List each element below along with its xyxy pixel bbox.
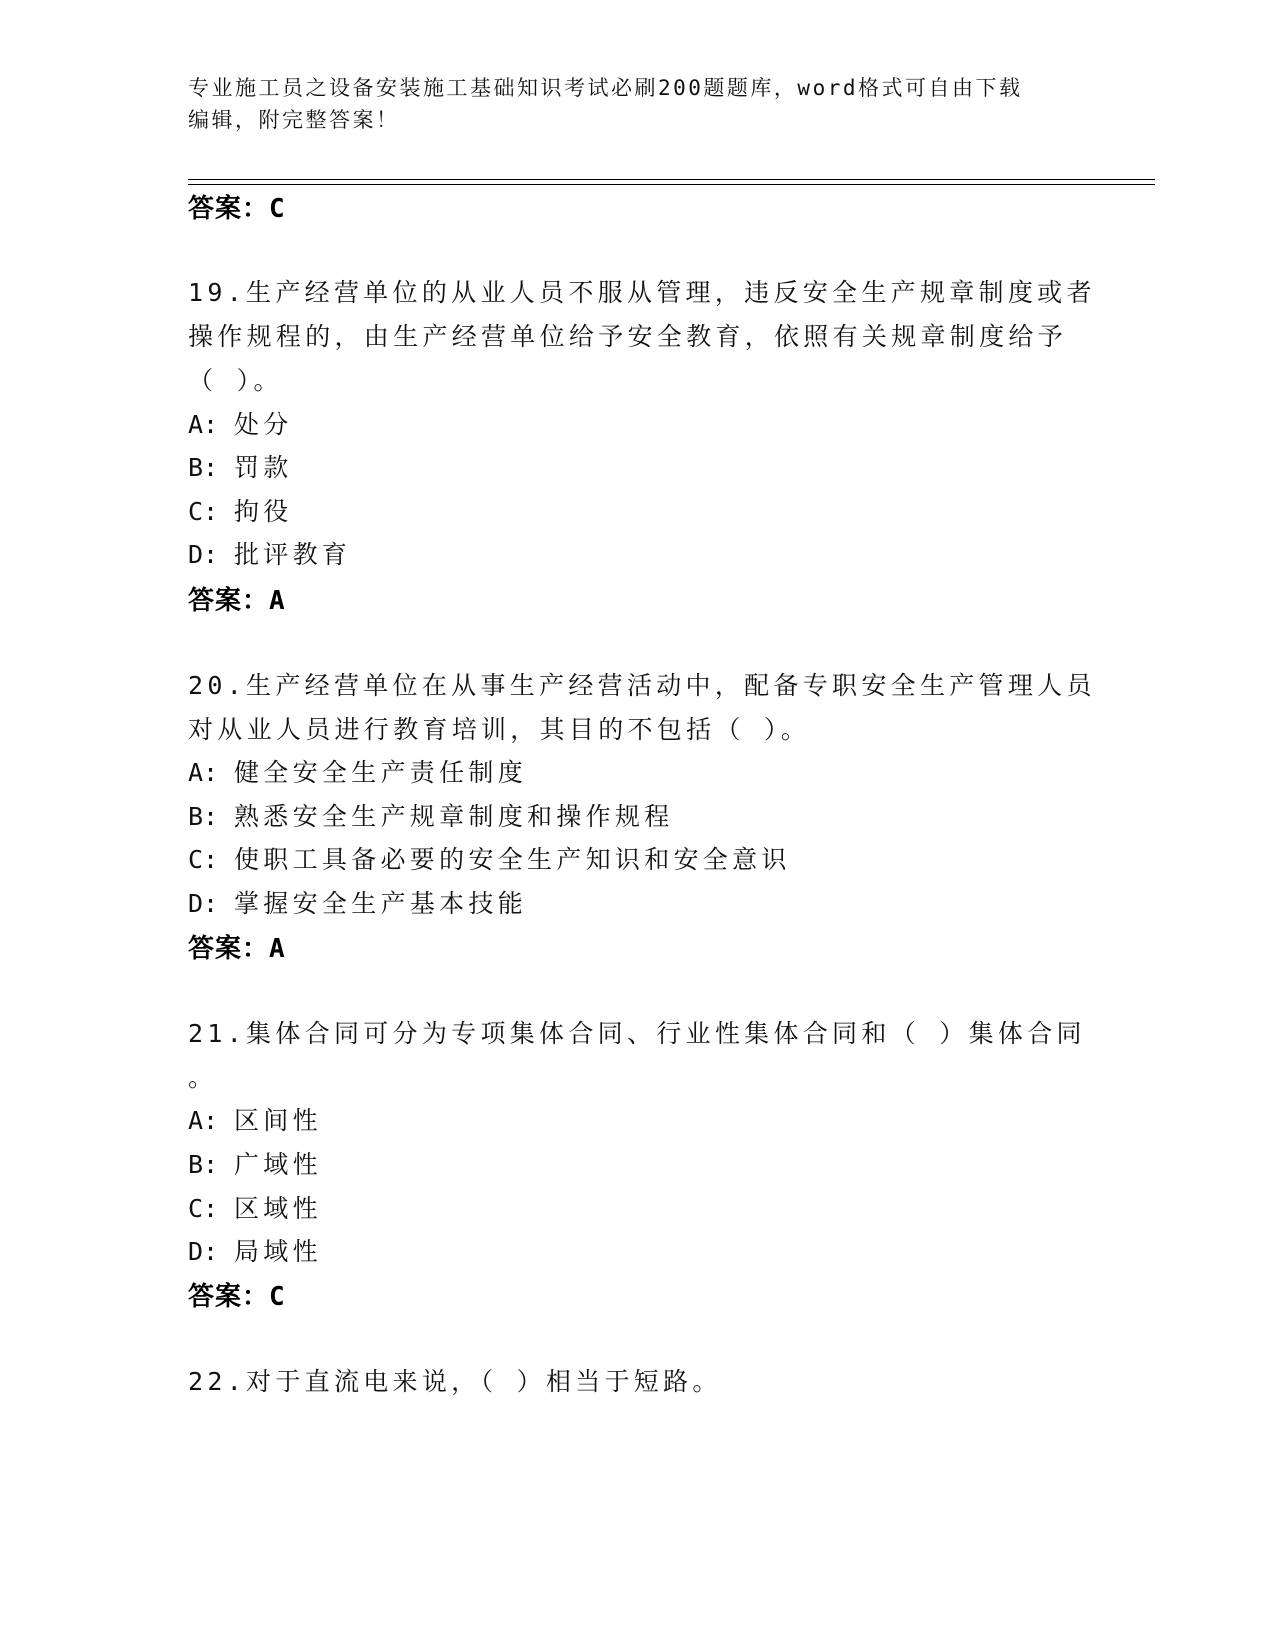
prev-answer: [188, 188, 286, 225]
option-letter: B:: [188, 802, 219, 831]
option-text: 健全安全生产责任制度: [234, 758, 528, 787]
option-letter: A:: [188, 410, 219, 439]
header-divider-top: [188, 179, 1155, 180]
answer-label: 答案：: [188, 1282, 270, 1312]
question-20-option-b: [188, 797, 674, 833]
answer-value: C: [269, 194, 286, 224]
option-text: 拘役: [234, 497, 293, 526]
option-text: 区间性: [234, 1106, 322, 1135]
option-letter: D:: [188, 1237, 219, 1266]
answer-value: A: [269, 934, 286, 964]
option-letter: B:: [188, 1150, 219, 1179]
question-19-option-a: [188, 405, 293, 441]
option-text: 局域性: [234, 1237, 322, 1266]
question-21-line-1: 21.集体合同可分为专项集体合同、行业性集体合同和（ ）集体合同: [188, 1019, 1086, 1048]
option-text: 掌握安全生产基本技能: [234, 889, 528, 918]
question-19-line-2: 操作规程的，由生产经营单位给予安全教育，依照有关规章制度给予: [188, 322, 1068, 351]
question-19-option-d: [188, 535, 351, 571]
option-letter: D:: [188, 889, 219, 918]
question-20-option-d: [188, 884, 527, 920]
question-19-option-b: [188, 448, 293, 484]
question-19-option-c: [188, 492, 293, 528]
question-21-line-2: 。: [188, 1063, 218, 1092]
document-header: [188, 72, 1068, 136]
answer-label: 答案：: [188, 194, 270, 224]
option-text: 广域性: [234, 1150, 322, 1179]
question-22-line-1: 22.对于直流电来说，（ ）相当于短路。: [188, 1367, 722, 1396]
question-21-answer: [188, 1276, 286, 1313]
question-20-line-1: 20.生产经营单位在从事生产经营活动中，配备专职安全生产管理人员: [188, 671, 1096, 700]
header-divider-bottom: [188, 184, 1155, 185]
header-line-2: 编辑，附完整答案！: [188, 108, 400, 132]
header-line-1: 专业施工员之设备安装施工基础知识考试必刷200题题库，word格式可自由下载: [188, 76, 1023, 100]
question-20-option-a: [188, 753, 527, 789]
option-text: 批评教育: [234, 540, 352, 569]
option-text: 熟悉安全生产规章制度和操作规程: [234, 802, 674, 831]
option-text: 使职工具备必要的安全生产知识和安全意识: [234, 845, 791, 874]
option-letter: D:: [188, 540, 219, 569]
question-19-answer: [188, 580, 286, 617]
question-20-option-c: [188, 840, 791, 876]
question-21-option-a: [188, 1101, 322, 1137]
question-21-option-c: [188, 1189, 322, 1225]
option-letter: A:: [188, 1106, 219, 1135]
answer-value: A: [269, 586, 286, 616]
option-letter: C:: [188, 1194, 219, 1223]
question-21-option-b: [188, 1145, 322, 1181]
option-letter: A:: [188, 758, 219, 787]
question-20-answer: [188, 928, 286, 965]
option-text: 处分: [234, 410, 293, 439]
question-21-option-d: [188, 1232, 322, 1268]
answer-label: 答案：: [188, 934, 270, 964]
option-letter: C:: [188, 845, 219, 874]
option-text: 罚款: [234, 453, 293, 482]
answer-label: 答案：: [188, 586, 270, 616]
question-20-line-2: 对从业人员进行教育培训，其目的不包括（ ）。: [188, 715, 811, 744]
answer-value: C: [269, 1282, 286, 1312]
option-letter: B:: [188, 453, 219, 482]
question-19-line-3: （ ）。: [188, 366, 283, 395]
option-letter: C:: [188, 497, 219, 526]
option-text: 区域性: [234, 1194, 322, 1223]
question-19-line-1: 19.生产经营单位的从业人员不服从管理，违反安全生产规章制度或者: [188, 278, 1096, 307]
